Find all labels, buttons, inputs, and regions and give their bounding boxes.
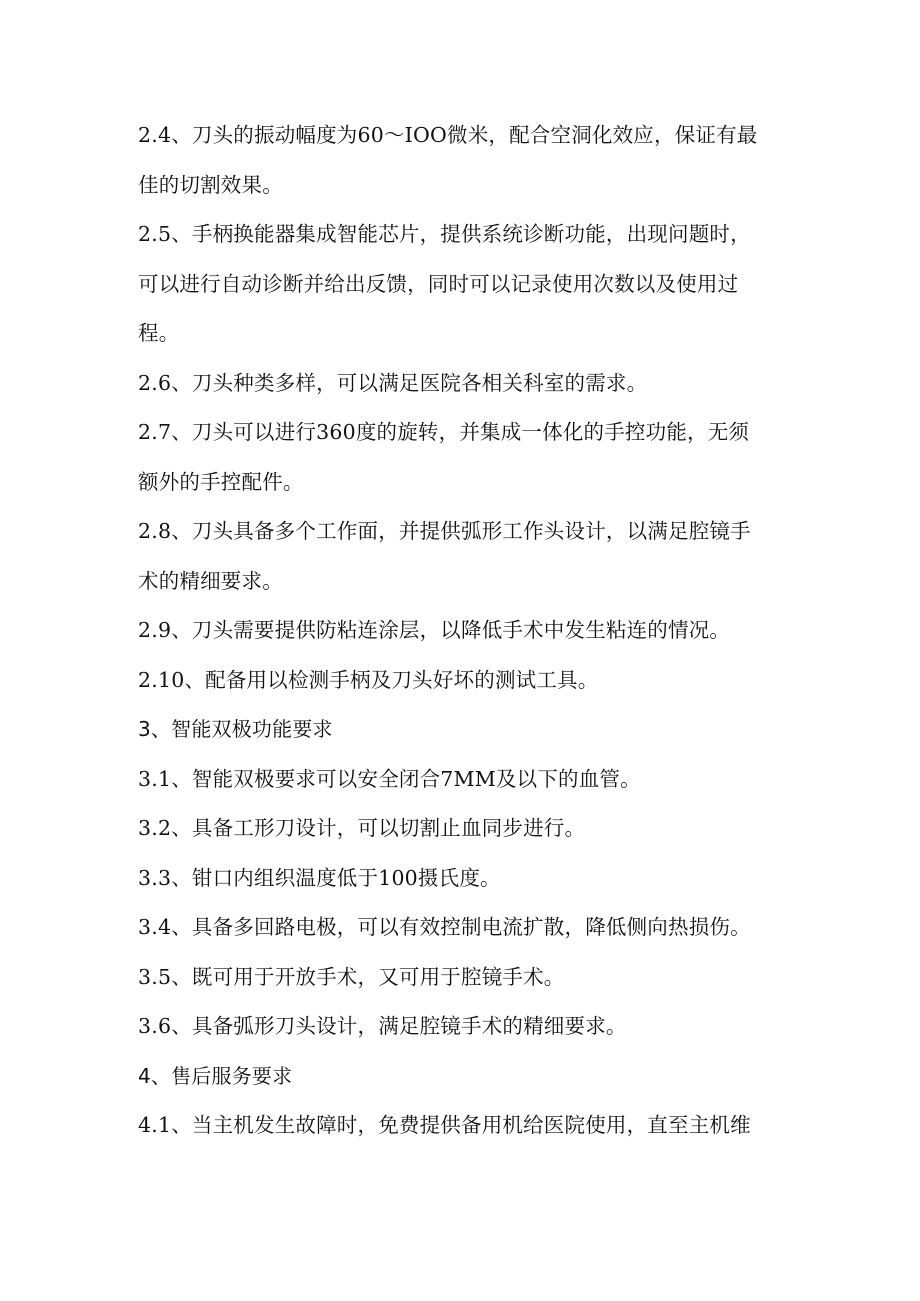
text-line: 2.10、配备用以检测手柄及刀头好坏的测试工具。 [138, 667, 599, 692]
text-line: 2.7、刀头可以进行360度的旋转，并集成一体化的手控功能，无须 [138, 420, 750, 444]
text-line: 4.1、当主机发生故障时，免费提供备用机给医院使用，直至主机维 [138, 1113, 751, 1137]
text-line: 术的精细要求。 [138, 568, 283, 593]
document-body [138, 115, 788, 1155]
section-heading-4: 4、售后服务要求 [138, 1063, 293, 1088]
text-line: 3.4、具备多回路电极，可以有效控制电流扩散，降低侧向热损伤。 [138, 915, 751, 939]
text-line: 3.1、智能双极要求可以安全闭合7MM及以下的血管。 [138, 766, 641, 791]
text-line: 3.3、钳口内组织温度低于100摄氏度。 [138, 865, 501, 890]
text-line: 2.6、刀头种类多样，可以满足医院各相关科室的需求。 [138, 370, 648, 395]
text-line: 可以进行自动诊断并给出反馈，同时可以记录使用次数以及使用过 [138, 271, 739, 296]
text-line: 2.8、刀头具备多个工作面，并提供弧形工作头设计，以满足腔镜手 [138, 519, 751, 543]
text-line: 程。 [138, 321, 180, 345]
text-line: 佳的切割效果。 [138, 172, 283, 197]
text-line: 3.2、具备工形刀设计，可以切割止血同步进行。 [138, 816, 586, 840]
text-line: 3.5、既可用于开放手术，又可用于腔镜手术。 [138, 964, 565, 989]
section-heading-3: 3、智能双极功能要求 [138, 717, 333, 741]
text-line: 2.9、刀头需要提供防粘连涂层，以降低手术中发生粘连的情况。 [138, 618, 731, 642]
text-line: 3.6、具备弧形刀头设计，满足腔镜手术的精细要求。 [138, 1014, 627, 1038]
text-line: 额外的手控配件。 [138, 469, 304, 494]
text-line: 2.5、手柄换能器集成智能芯片，提供系统诊断功能，出现问题时， [138, 222, 751, 246]
text-line: 2.4、刀头的振动幅度为60～IOO微米，配合空洞化效应，保证有最 [138, 123, 758, 147]
